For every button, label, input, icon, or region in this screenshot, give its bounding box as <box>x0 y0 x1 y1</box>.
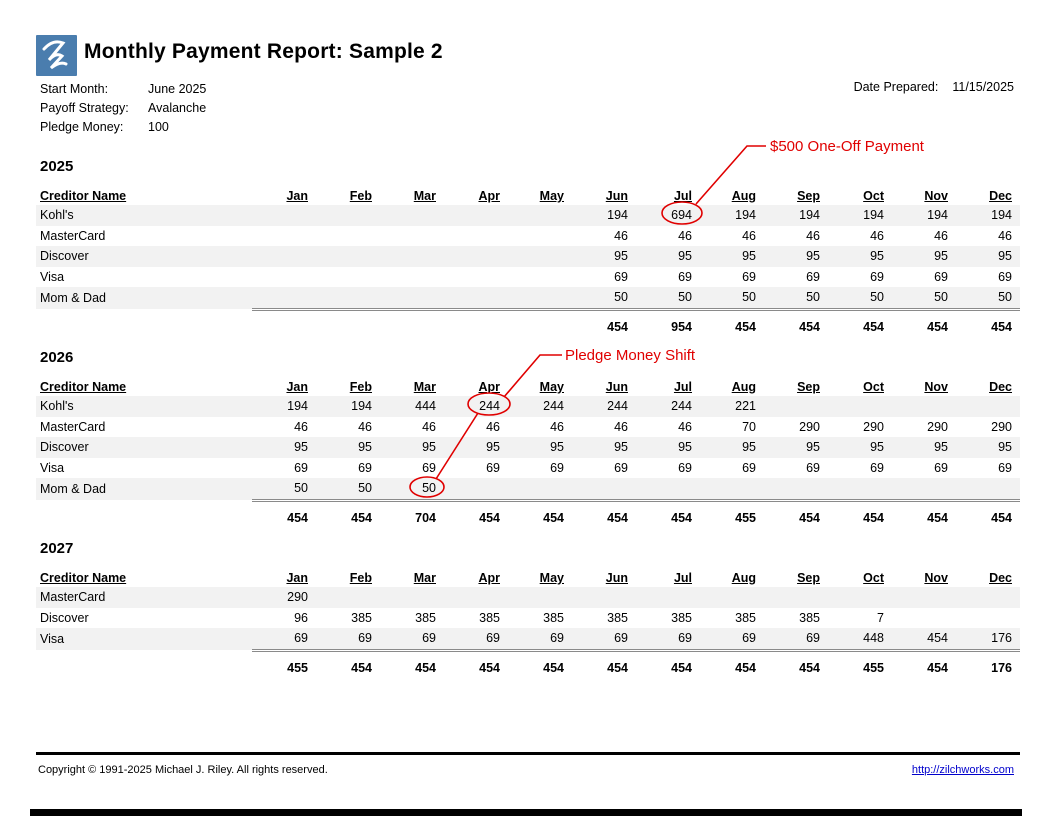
payment-cell-aug: 69 <box>742 631 756 646</box>
zilchworks-z-swoosh-icon <box>36 35 77 76</box>
payment-cell-oct: 46 <box>870 228 884 243</box>
total-cell-feb: 454 <box>316 650 380 678</box>
payment-cell-dec: 95 <box>998 440 1012 455</box>
creditor-row <box>36 267 1020 288</box>
payment-cell-may <box>508 267 572 288</box>
month-header-jan: Jan <box>286 189 308 203</box>
table-header-row <box>36 564 1020 587</box>
creditor-row <box>36 417 1020 438</box>
payment-cell-aug: 69 <box>742 460 756 475</box>
payment-cell-dec: 290 <box>991 419 1012 434</box>
payment-cell-nov: 95 <box>934 249 948 264</box>
payment-cell-jan: 50 <box>294 481 308 496</box>
payment-cell-feb <box>316 287 380 309</box>
creditor-row <box>36 587 1020 608</box>
creditor-name: Mom & Dad <box>40 482 106 496</box>
payment-cell-oct: 7 <box>877 610 884 625</box>
month-header-dec: Dec <box>989 380 1012 394</box>
payment-cell-dec: 50 <box>998 290 1012 305</box>
report-info-block <box>40 80 206 137</box>
payment-cell-jan: 95 <box>294 440 308 455</box>
payment-cell-nov: 454 <box>927 631 948 646</box>
creditor-row <box>36 226 1020 247</box>
payment-cell-dec <box>956 478 1020 500</box>
payment-cell-aug <box>700 478 764 500</box>
creditor-name: Discover <box>40 440 89 455</box>
creditor-name: MasterCard <box>40 419 106 434</box>
payment-cell-oct: 95 <box>870 440 884 455</box>
payment-cell-feb <box>316 226 380 247</box>
payment-cell-jun: 69 <box>614 269 628 284</box>
payment-table-2027 <box>36 564 1020 678</box>
payment-cell-feb: 69 <box>358 631 372 646</box>
payment-cell-apr: 69 <box>486 460 500 475</box>
zilchworks-link[interactable]: http://zilchworks.com <box>911 764 1014 776</box>
payment-cell-dec: 46 <box>998 228 1012 243</box>
payment-cell-aug: 95 <box>742 440 756 455</box>
payment-cell-feb: 50 <box>358 481 372 496</box>
copyright-text: Copyright © 1991-2025 Michael J. Riley. All rights reserved. <box>38 764 328 776</box>
month-header-mar: Mar <box>413 571 436 585</box>
payment-cell-jan <box>252 205 316 226</box>
payment-cell-sep <box>764 478 828 500</box>
total-cell-mar: 454 <box>380 650 444 678</box>
creditor-name-header: Creditor Name <box>40 571 127 585</box>
payment-cell-apr <box>444 287 508 309</box>
payment-cell-jun: 194 <box>607 208 628 223</box>
payment-cell-oct: 290 <box>863 419 884 434</box>
payment-cell-may: 69 <box>550 460 564 475</box>
table-header-row <box>36 182 1020 205</box>
creditor-row <box>36 628 1020 650</box>
total-cell-may: 454 <box>508 650 572 678</box>
payment-cell-jun: 69 <box>614 460 628 475</box>
totals-row-spacer <box>36 650 252 678</box>
month-header-nov: Nov <box>924 189 948 203</box>
payment-cell-jul: 694 <box>671 208 692 223</box>
payment-cell-jan <box>252 287 316 309</box>
payment-cell-jan: 194 <box>287 399 308 414</box>
month-header-feb: Feb <box>349 189 372 203</box>
payment-cell-sep: 290 <box>799 419 820 434</box>
payment-cell-mar: 95 <box>422 440 436 455</box>
creditor-row <box>36 437 1020 458</box>
payment-cell-oct: 69 <box>870 269 884 284</box>
payment-cell-jul: 46 <box>678 228 692 243</box>
payment-cell-aug: 95 <box>742 249 756 264</box>
payoff-strategy-label: Payoff Strategy: <box>40 101 129 115</box>
payment-cell-jun: 385 <box>607 610 628 625</box>
creditor-name: Discover <box>40 610 89 625</box>
year-heading: 2026 <box>40 349 74 366</box>
payment-cell-jul: 69 <box>678 631 692 646</box>
payment-cell-jul <box>636 587 700 608</box>
table-header-row <box>36 373 1020 396</box>
payment-cell-nov: 69 <box>934 269 948 284</box>
total-cell-apr <box>444 309 508 337</box>
payment-cell-sep: 69 <box>806 631 820 646</box>
payment-cell-nov <box>892 587 956 608</box>
month-header-apr: Apr <box>478 571 500 585</box>
payment-cell-jul: 69 <box>678 269 692 284</box>
payment-cell-oct: 95 <box>870 249 884 264</box>
payment-cell-apr <box>444 587 508 608</box>
creditor-name: MasterCard <box>40 228 106 243</box>
payment-cell-aug: 194 <box>735 208 756 223</box>
payment-cell-nov: 95 <box>934 440 948 455</box>
month-header-jan: Jan <box>286 571 308 585</box>
payment-cell-sep: 46 <box>806 228 820 243</box>
annotation-one-off-payment: $500 One-Off Payment <box>770 138 924 155</box>
payment-table-2025 <box>36 182 1020 337</box>
payment-cell-mar: 69 <box>422 460 436 475</box>
creditor-row <box>36 246 1020 267</box>
payment-cell-jan: 69 <box>294 460 308 475</box>
payment-cell-aug: 385 <box>735 610 756 625</box>
month-header-apr: Apr <box>478 189 500 203</box>
pledge-money-label: Pledge Money: <box>40 120 124 134</box>
payment-cell-apr: 69 <box>486 631 500 646</box>
payment-cell-jul: 385 <box>671 610 692 625</box>
info-row-pledge-money <box>40 118 206 137</box>
total-cell-apr: 454 <box>444 650 508 678</box>
payment-cell-nov <box>892 608 956 629</box>
payment-cell-aug: 70 <box>742 419 756 434</box>
total-cell-nov: 454 <box>892 500 956 528</box>
payment-cell-aug <box>700 587 764 608</box>
month-header-sep: Sep <box>797 380 820 394</box>
footer-divider <box>36 752 1020 755</box>
payment-cell-apr <box>444 226 508 247</box>
payment-cell-mar <box>380 267 444 288</box>
payment-cell-apr: 46 <box>486 419 500 434</box>
payment-cell-oct <box>828 587 892 608</box>
total-cell-aug: 454 <box>700 309 764 337</box>
payment-cell-dec: 95 <box>998 249 1012 264</box>
creditor-row <box>36 458 1020 479</box>
payment-cell-feb: 46 <box>358 419 372 434</box>
total-cell-jun: 454 <box>572 500 636 528</box>
month-header-dec: Dec <box>989 189 1012 203</box>
payment-cell-sep: 95 <box>806 249 820 264</box>
payment-cell-aug: 221 <box>735 399 756 414</box>
total-cell-jul: 454 <box>636 500 700 528</box>
payment-cell-mar <box>380 287 444 309</box>
month-header-jun: Jun <box>605 571 628 585</box>
payment-cell-apr: 244 <box>479 399 500 414</box>
payment-cell-nov: 46 <box>934 228 948 243</box>
payment-cell-jun <box>572 587 636 608</box>
payment-cell-jan: 46 <box>294 419 308 434</box>
pledge-money-value: 100 <box>148 120 169 134</box>
payment-cell-nov: 290 <box>927 419 948 434</box>
payment-cell-mar: 385 <box>415 610 436 625</box>
month-header-aug: Aug <box>731 380 756 394</box>
total-cell-jan: 454 <box>252 500 316 528</box>
month-header-may: May <box>539 571 564 585</box>
payment-cell-mar <box>380 587 444 608</box>
creditor-row <box>36 396 1020 417</box>
payment-cell-dec: 194 <box>991 208 1012 223</box>
total-cell-oct: 455 <box>828 650 892 678</box>
payment-cell-jul: 244 <box>671 399 692 414</box>
payment-cell-feb: 69 <box>358 460 372 475</box>
payment-cell-jul: 50 <box>678 290 692 305</box>
month-header-may: May <box>539 189 564 203</box>
month-header-nov: Nov <box>924 380 948 394</box>
creditor-name: Visa <box>40 460 65 475</box>
start-month-value: June 2025 <box>148 82 207 96</box>
payment-cell-may <box>508 226 572 247</box>
total-cell-jun: 454 <box>572 309 636 337</box>
payoff-strategy-value: Avalanche <box>148 101 207 115</box>
creditor-row <box>36 205 1020 226</box>
totals-row-spacer <box>36 500 252 528</box>
payment-cell-jan: 290 <box>287 590 308 605</box>
month-header-sep: Sep <box>797 189 820 203</box>
month-header-jun: Jun <box>605 380 628 394</box>
creditor-name: Visa <box>40 632 65 646</box>
month-header-oct: Oct <box>863 380 884 394</box>
date-prepared <box>854 79 1014 95</box>
month-header-jun: Jun <box>605 189 628 203</box>
total-cell-feb: 454 <box>316 500 380 528</box>
payment-cell-apr: 95 <box>486 440 500 455</box>
payment-cell-jul: 95 <box>678 249 692 264</box>
total-cell-jan <box>252 309 316 337</box>
start-month-label: Start Month: <box>40 82 109 96</box>
total-cell-jul: 954 <box>636 309 700 337</box>
total-cell-sep: 454 <box>764 309 828 337</box>
month-header-may: May <box>539 380 564 394</box>
payment-cell-mar: 69 <box>422 631 436 646</box>
month-header-jul: Jul <box>673 571 692 585</box>
month-header-sep: Sep <box>797 571 820 585</box>
payment-cell-sep: 385 <box>799 610 820 625</box>
payment-cell-may: 385 <box>543 610 564 625</box>
payment-cell-mar <box>380 205 444 226</box>
total-cell-dec: 454 <box>956 309 1020 337</box>
payment-cell-jul: 95 <box>678 440 692 455</box>
creditor-row <box>36 287 1020 309</box>
total-cell-oct: 454 <box>828 309 892 337</box>
payment-cell-apr <box>444 205 508 226</box>
total-cell-oct: 454 <box>828 500 892 528</box>
payment-cell-aug: 69 <box>742 269 756 284</box>
month-header-dec: Dec <box>989 571 1012 585</box>
payment-cell-feb <box>316 246 380 267</box>
payment-cell-aug: 50 <box>742 290 756 305</box>
month-header-jul: Jul <box>673 380 692 394</box>
payment-cell-jan <box>252 226 316 247</box>
page-title: Monthly Payment Report: Sample 2 <box>84 40 443 63</box>
payment-cell-jan: 69 <box>294 631 308 646</box>
month-header-oct: Oct <box>863 189 884 203</box>
page-bottom-edge <box>30 809 1022 816</box>
total-cell-nov: 454 <box>892 650 956 678</box>
payment-cell-may: 46 <box>550 419 564 434</box>
payment-cell-oct <box>828 478 892 500</box>
creditor-name: Visa <box>40 269 65 284</box>
creditor-name: Mom & Dad <box>40 291 106 305</box>
month-header-nov: Nov <box>924 571 948 585</box>
payment-cell-jun: 244 <box>607 399 628 414</box>
payment-cell-may <box>508 246 572 267</box>
payment-cell-nov: 194 <box>927 208 948 223</box>
payment-cell-jan <box>252 246 316 267</box>
payment-cell-jan <box>252 267 316 288</box>
payment-cell-mar: 50 <box>422 481 436 496</box>
creditor-row <box>36 608 1020 629</box>
payment-cell-sep <box>764 587 828 608</box>
total-cell-jun: 454 <box>572 650 636 678</box>
payment-table-2026 <box>36 373 1020 528</box>
year-heading: 2027 <box>40 540 74 557</box>
total-cell-sep: 454 <box>764 650 828 678</box>
creditor-row <box>36 478 1020 500</box>
payment-cell-oct: 448 <box>863 631 884 646</box>
payment-cell-aug: 46 <box>742 228 756 243</box>
month-header-mar: Mar <box>413 189 436 203</box>
payment-cell-feb <box>316 587 380 608</box>
total-cell-nov: 454 <box>892 309 956 337</box>
total-cell-mar: 704 <box>380 500 444 528</box>
payment-cell-apr: 385 <box>479 610 500 625</box>
info-row-start-month <box>40 80 206 99</box>
payment-cell-dec: 69 <box>998 460 1012 475</box>
total-cell-jul: 454 <box>636 650 700 678</box>
payment-cell-nov <box>892 478 956 500</box>
month-header-oct: Oct <box>863 571 884 585</box>
total-cell-sep: 454 <box>764 500 828 528</box>
payment-cell-jun: 46 <box>614 228 628 243</box>
payment-cell-jan: 96 <box>294 610 308 625</box>
year-section-2026 <box>36 349 1020 528</box>
payment-cell-jun: 95 <box>614 249 628 264</box>
creditor-name-header: Creditor Name <box>40 380 127 394</box>
total-cell-aug: 454 <box>700 650 764 678</box>
total-cell-may <box>508 309 572 337</box>
payment-cell-sep: 194 <box>799 208 820 223</box>
payment-cell-jul: 69 <box>678 460 692 475</box>
payment-cell-feb: 95 <box>358 440 372 455</box>
payment-cell-may: 244 <box>543 399 564 414</box>
payment-cell-feb <box>316 267 380 288</box>
total-cell-jan: 455 <box>252 650 316 678</box>
payment-cell-may: 95 <box>550 440 564 455</box>
creditor-name: MasterCard <box>40 590 106 605</box>
payment-cell-oct: 69 <box>870 460 884 475</box>
payment-cell-jun: 69 <box>614 631 628 646</box>
payment-cell-may <box>508 478 572 500</box>
payment-cell-jun: 50 <box>614 290 628 305</box>
payment-cell-sep: 69 <box>806 460 820 475</box>
total-cell-may: 454 <box>508 500 572 528</box>
payment-cell-dec: 69 <box>998 269 1012 284</box>
month-header-mar: Mar <box>413 380 436 394</box>
zilchworks-logo <box>36 35 77 76</box>
payment-cell-jun: 46 <box>614 419 628 434</box>
payment-cell-mar: 444 <box>415 399 436 414</box>
payment-cell-nov <box>892 396 956 417</box>
total-cell-apr: 454 <box>444 500 508 528</box>
creditor-name-header: Creditor Name <box>40 189 127 203</box>
payment-cell-may <box>508 587 572 608</box>
payment-cell-oct: 50 <box>870 290 884 305</box>
year-heading: 2025 <box>40 158 74 175</box>
totals-row <box>36 650 1020 678</box>
payment-cell-jul: 46 <box>678 419 692 434</box>
year-section-2025 <box>36 158 1020 337</box>
creditor-name: Discover <box>40 249 89 264</box>
payment-cell-nov: 50 <box>934 290 948 305</box>
total-cell-mar <box>380 309 444 337</box>
payment-cell-mar: 46 <box>422 419 436 434</box>
date-prepared-value: 11/15/2025 <box>952 80 1014 94</box>
total-cell-aug: 455 <box>700 500 764 528</box>
total-cell-dec: 176 <box>956 650 1020 678</box>
payment-cell-sep: 95 <box>806 440 820 455</box>
payment-cell-sep: 69 <box>806 269 820 284</box>
payment-cell-feb <box>316 205 380 226</box>
payment-cell-dec: 176 <box>991 631 1012 646</box>
month-header-feb: Feb <box>349 571 372 585</box>
totals-row-spacer <box>36 309 252 337</box>
payment-cell-apr <box>444 478 508 500</box>
payment-cell-jun <box>572 478 636 500</box>
payment-cell-nov: 69 <box>934 460 948 475</box>
payment-cell-dec <box>956 608 1020 629</box>
date-prepared-label: Date Prepared: <box>853 80 939 94</box>
payment-cell-mar <box>380 226 444 247</box>
total-cell-dec: 454 <box>956 500 1020 528</box>
payment-cell-sep: 50 <box>806 290 820 305</box>
total-cell-feb <box>316 309 380 337</box>
month-header-jul: Jul <box>673 189 692 203</box>
payment-cell-apr <box>444 267 508 288</box>
annotation-pledge-money-shift: Pledge Money Shift <box>565 347 696 364</box>
payment-cell-dec <box>956 587 1020 608</box>
totals-row <box>36 309 1020 337</box>
payment-cell-dec <box>956 396 1020 417</box>
creditor-name: Kohl's <box>40 208 74 223</box>
payment-cell-feb: 385 <box>351 610 372 625</box>
payment-cell-oct: 194 <box>863 208 884 223</box>
month-header-apr: Apr <box>478 380 500 394</box>
month-header-aug: Aug <box>731 189 756 203</box>
payment-cell-jun: 95 <box>614 440 628 455</box>
payment-cell-may <box>508 205 572 226</box>
month-header-jan: Jan <box>286 380 308 394</box>
payment-cell-may <box>508 287 572 309</box>
payment-cell-mar <box>380 246 444 267</box>
totals-row <box>36 500 1020 528</box>
payment-cell-apr <box>444 246 508 267</box>
payment-cell-sep <box>764 396 828 417</box>
creditor-name: Kohl's <box>40 399 74 414</box>
month-header-aug: Aug <box>731 571 756 585</box>
payment-cell-jul <box>636 478 700 500</box>
payment-cell-feb: 194 <box>351 399 372 414</box>
payment-cell-may: 69 <box>550 631 564 646</box>
month-header-feb: Feb <box>349 380 372 394</box>
info-row-payoff-strategy <box>40 99 206 118</box>
payment-cell-oct <box>828 396 892 417</box>
year-section-2027 <box>36 540 1020 678</box>
